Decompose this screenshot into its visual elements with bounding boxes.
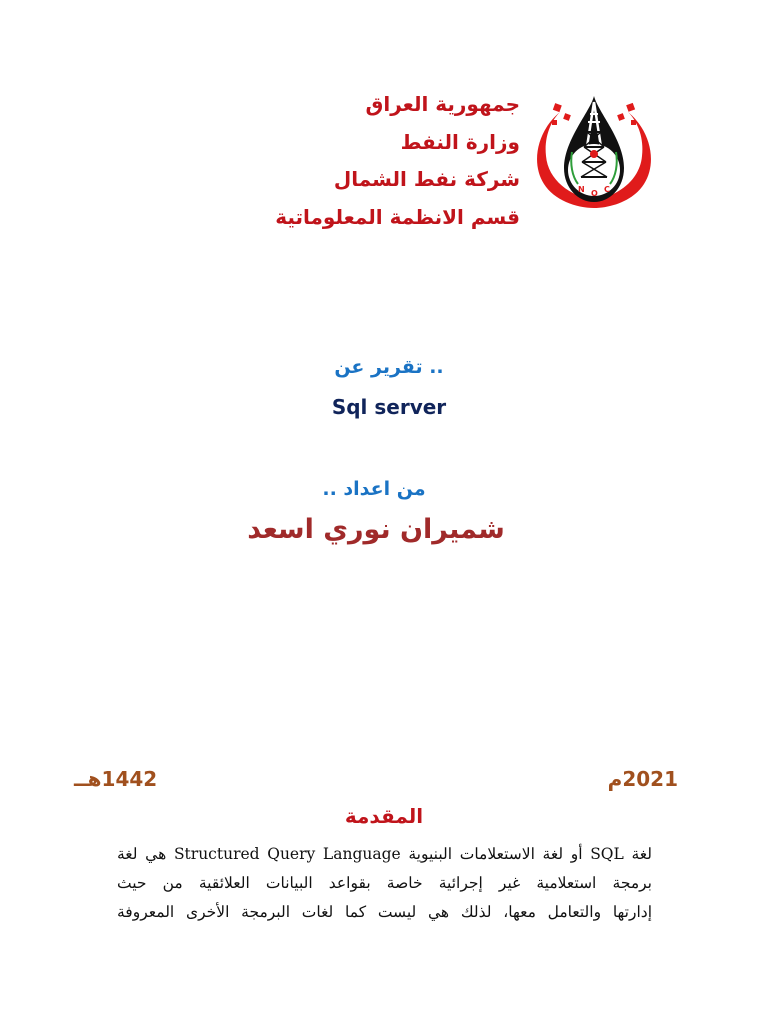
header-line-company: شركة نفط الشمال	[333, 167, 520, 191]
hijri-year: 1442هــ	[74, 767, 158, 791]
prepared-by-label: من اعداد ..	[322, 478, 426, 500]
logo-letter-n: N	[578, 185, 585, 194]
introduction-heading: المقدمة	[344, 804, 424, 828]
header-line-department: قسم الانظمة المعلوماتية	[275, 204, 520, 229]
intro-line: إدارتها والتعامل معها، لذلك هي ليست كما لغات البرمجة الأخرى المعروفة	[117, 903, 652, 921]
organization-header	[275, 86, 520, 236]
logo-letter-o: O	[591, 189, 598, 198]
intro-line: لغة SQL أو لغة الاستعلامات البنيوية Structured Query Language هي لغة	[117, 845, 652, 863]
logo-letter-c: C	[604, 185, 610, 194]
report-about-label: .. تقرير عن	[334, 356, 444, 378]
intro-line: برمجة استعلامية غير إجرائية خاصة بقواعد البيانات العلائقية من حيث	[117, 874, 652, 892]
north-oil-company-logo	[530, 92, 658, 210]
header-line-ministry: وزارة النفط	[400, 129, 520, 154]
report-subject: Sql server	[331, 395, 447, 419]
author-name: شميران نوري اسعد	[247, 514, 505, 545]
introduction-paragraph	[117, 840, 652, 927]
header-line-republic: جمهورية العراق	[365, 92, 520, 116]
gregorian-year: 2021م	[607, 767, 678, 791]
